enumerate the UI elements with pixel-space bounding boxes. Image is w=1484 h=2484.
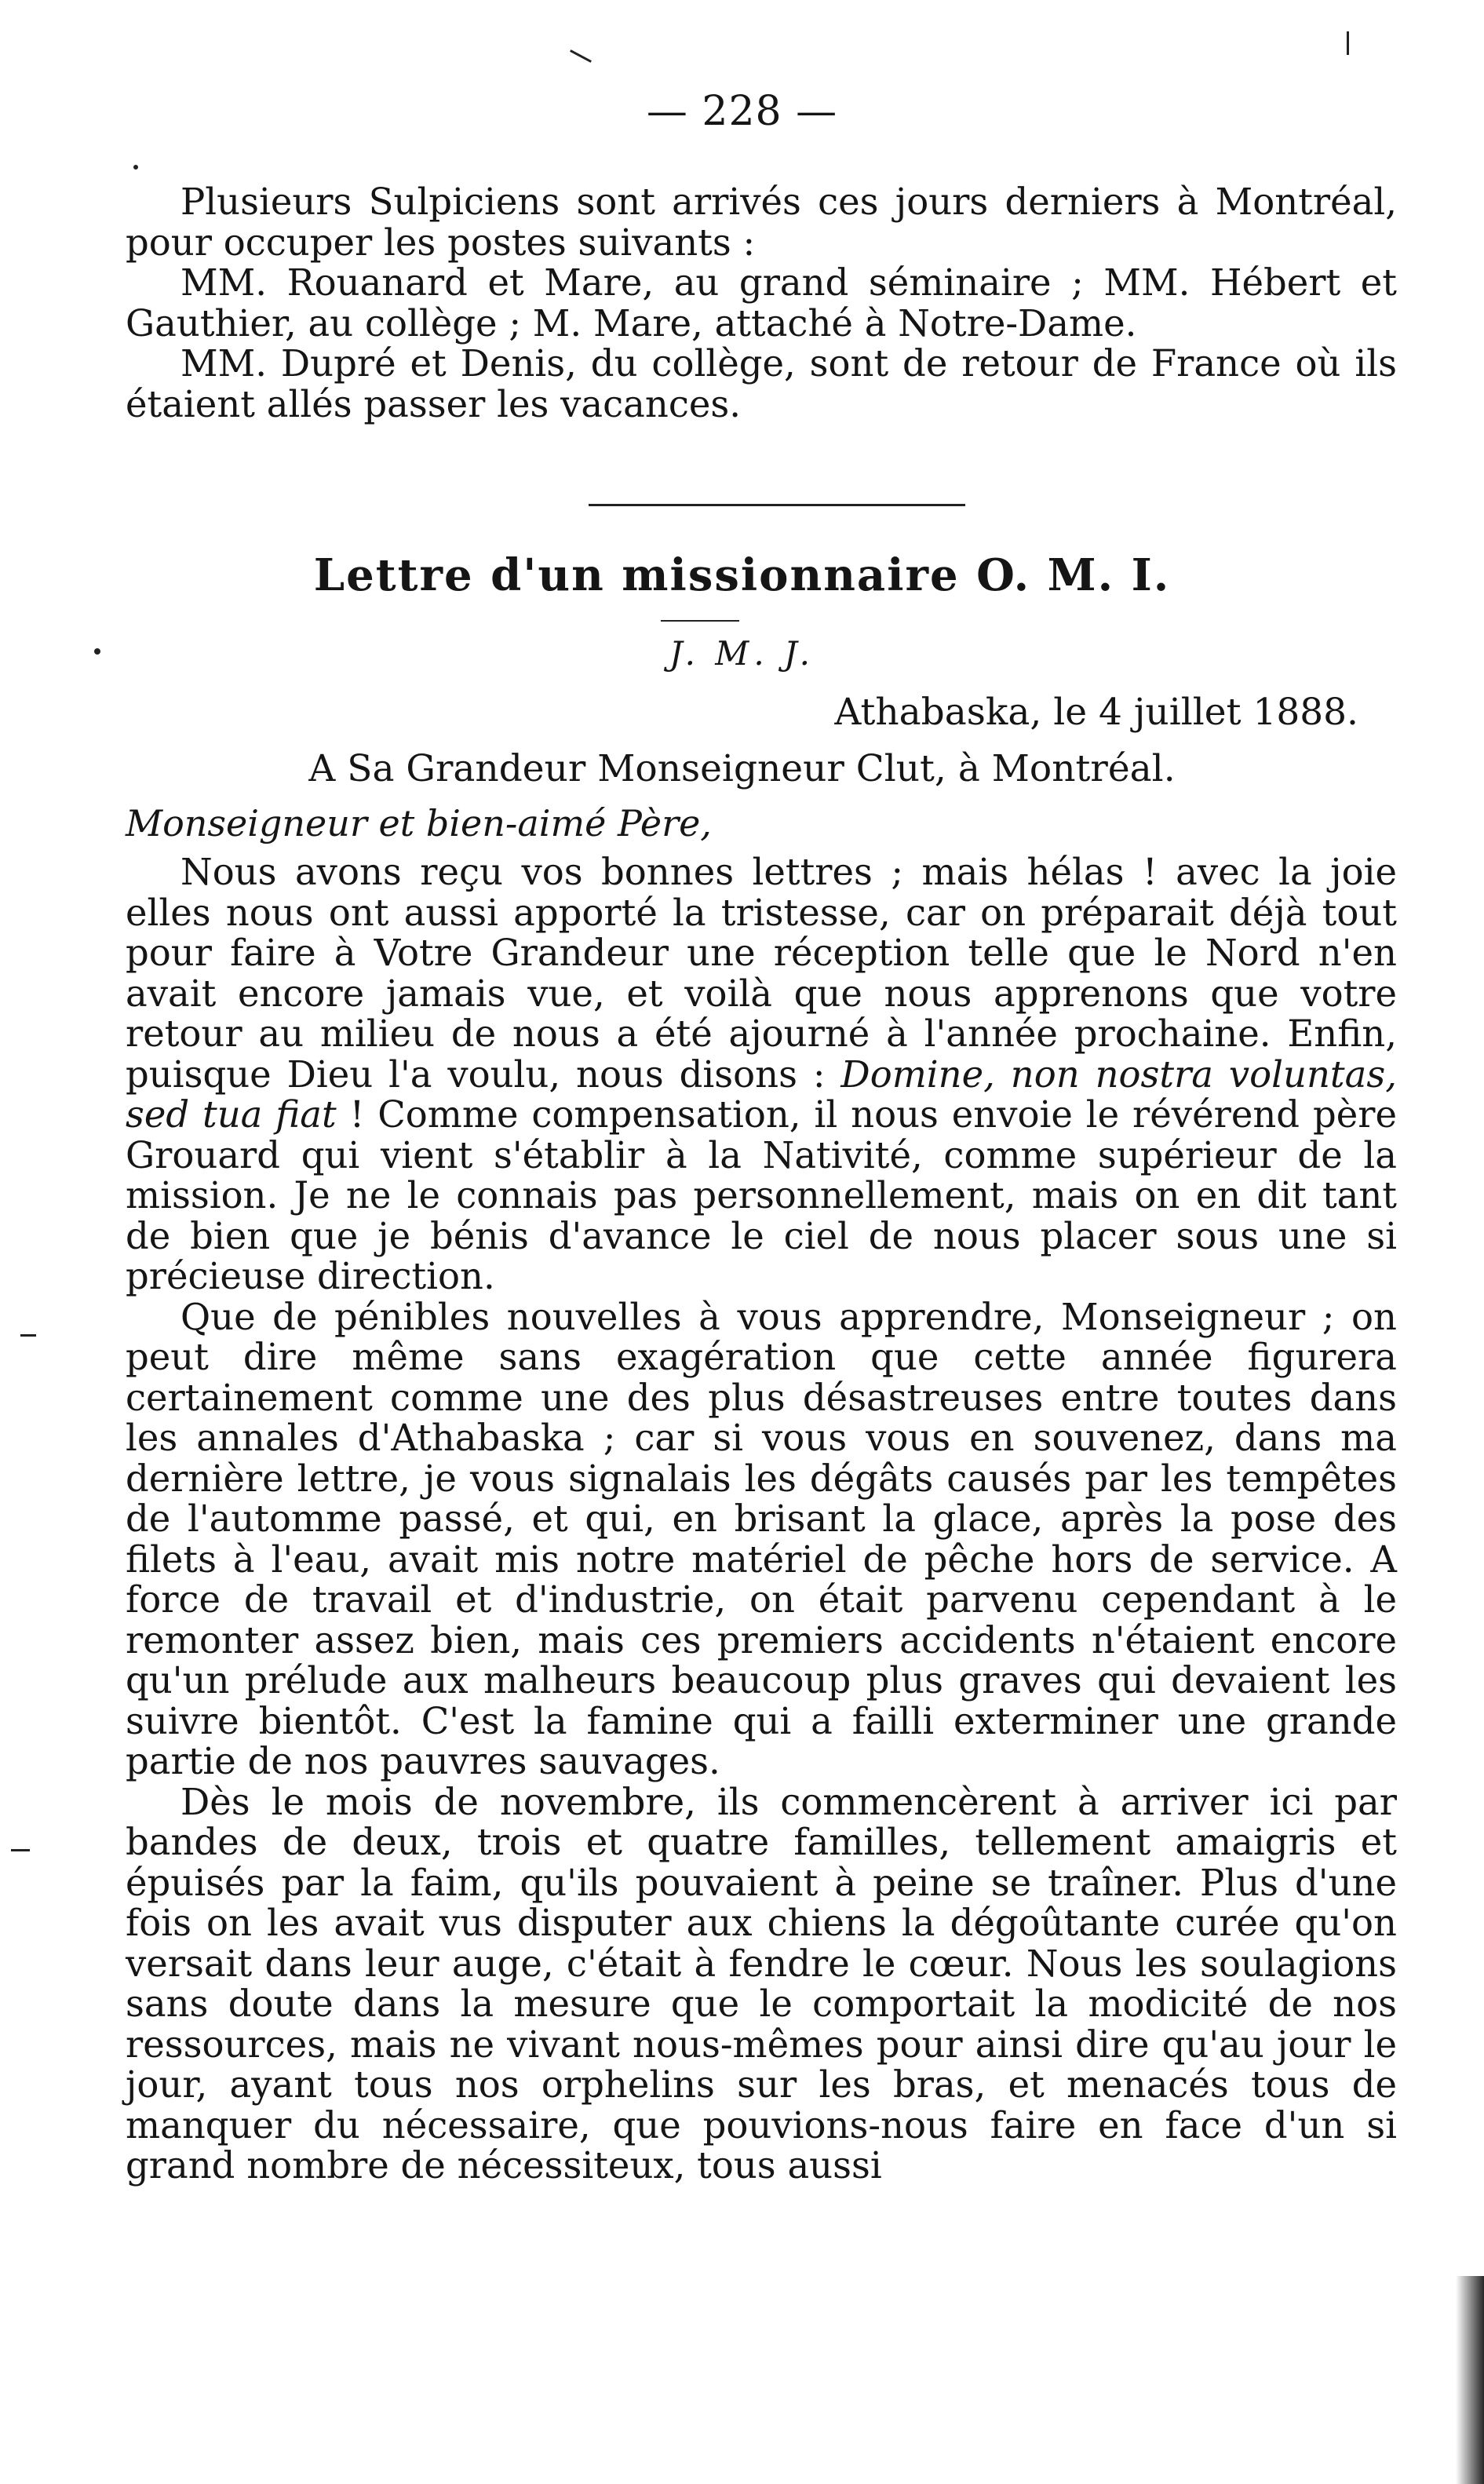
letter-title: Lettre d'un missionnaire O. M. I. [313,549,1171,601]
latin-phrase: Domine, non nostra voluntas, sed tua fiat [126,1052,1397,1136]
scan-speck [20,1334,36,1337]
scan-speck [11,1849,30,1851]
letter-paragraph-3: Dès le mois de novembre, ils commencèrent à arriver ici par bandes de deux, trois et quatre familles, tellement amaigris et épuisés par la faim, qu'ils pouvaient à peine se traîner. Plus d'une fois on les avait vus disputer aux chiens la dégoûtante curée qu'on versait dans leur auge, c'était à fendre le cœur. Nous les soulagions sans doute dans la mesure que le comportait la modicité de nos ressources, mais ne vivant nous-mêmes pour ainsi dire qu'au jour le jour, ayant tous nos orphelins sur les bras, et menacés tous de manquer du nécessaire, que pouvions-nous faire en face d'un si grand nombre de nécessiteux, tous aussi [126,1780,1397,2187]
letter-paragraph-1-text-b: ! Comme compensation, il nous envoie le révérend père Grouard qui vient s'établir à la Nativité, comme supérieur de la mission. Je ne le connais pas personnellement, mais on en dit tant de bien que je bénis d'avance le ciel de nous placer sous une si précieuse direction. [126,1093,1397,1297]
letter-address: A Sa Grandeur Monseigneur Clut, à Montréal. [308,747,1176,790]
news-paragraph-3: MM. Dupré et Denis, du collège, sont de retour de France où ils étaient allés passer les vacances. [126,342,1397,425]
news-section [126,182,1397,425]
page-edge-shadow [1456,2276,1484,2484]
letter-initials: J. M. J. [669,634,815,673]
scan-speck [133,165,138,170]
news-paragraph-1: Plusieurs Sulpiciens sont arrivés ces jours derniers à Montréal, pour occuper les postes suivants : [126,181,1397,264]
letter-paragraph-2: Que de pénibles nouvelles à vous apprendre, Monseigneur ; on peut dire même sans exagération que cette année figurera certainement comme une des plus désastreuses entre toutes dans les annales d'Athabaska ; car si vous vous en souvenez, dans ma dernière lettre, je vous signalais les dégâts causés par les tempêtes de l'automme passé, et qui, en brisant la glace, après la pose des filets à l'eau, avait mis notre matériel de pêche hors de service. A force de travail et d'industrie, on était parvenu cependant à le remonter assez bien, mais ces premiers accidents n'étaient encore qu'un prélude aux malheurs beaucoup plus graves qui devaient les suivre bientôt. C'est la famine qui a failli exterminer une grande partie de nos pauvres sauvages. [126,1295,1397,1782]
letter-paragraph-1-text-a: Nous avons reçu vos bonnes lettres ; mais hélas ! avec la joie elles nous ont aussi apporté la tristesse, car on préparait déjà tout pour faire à Votre Grandeur une réception telle que le Nord n'en avait encore jamais vue, et voilà que nous apprenons que votre retour au milieu de nous a été ajourné à l'année prochaine. Enfin, puisque Dieu l'a voulu, nous disons : [126,851,1397,1096]
scan-speck [1347,31,1349,55]
scan-speck [570,49,592,63]
scan-speck [94,648,100,655]
letter-dateline: Athabaska, le 4 juillet 1888. [834,691,1358,734]
section-divider [589,504,965,506]
news-paragraph-2: MM. Rouanard et Mare, au grand séminaire ; MM. Hébert et Gauthier, au collège ; M. Mare, attaché à Notre-Dame. [126,261,1397,345]
letter-paragraph-1 [126,852,1397,1297]
letter-salutation: Monseigneur et bien-aimé Père, [126,802,712,844]
page-number: — 228 — [646,88,838,135]
title-underline [661,620,739,622]
letter-body [126,852,1397,2187]
